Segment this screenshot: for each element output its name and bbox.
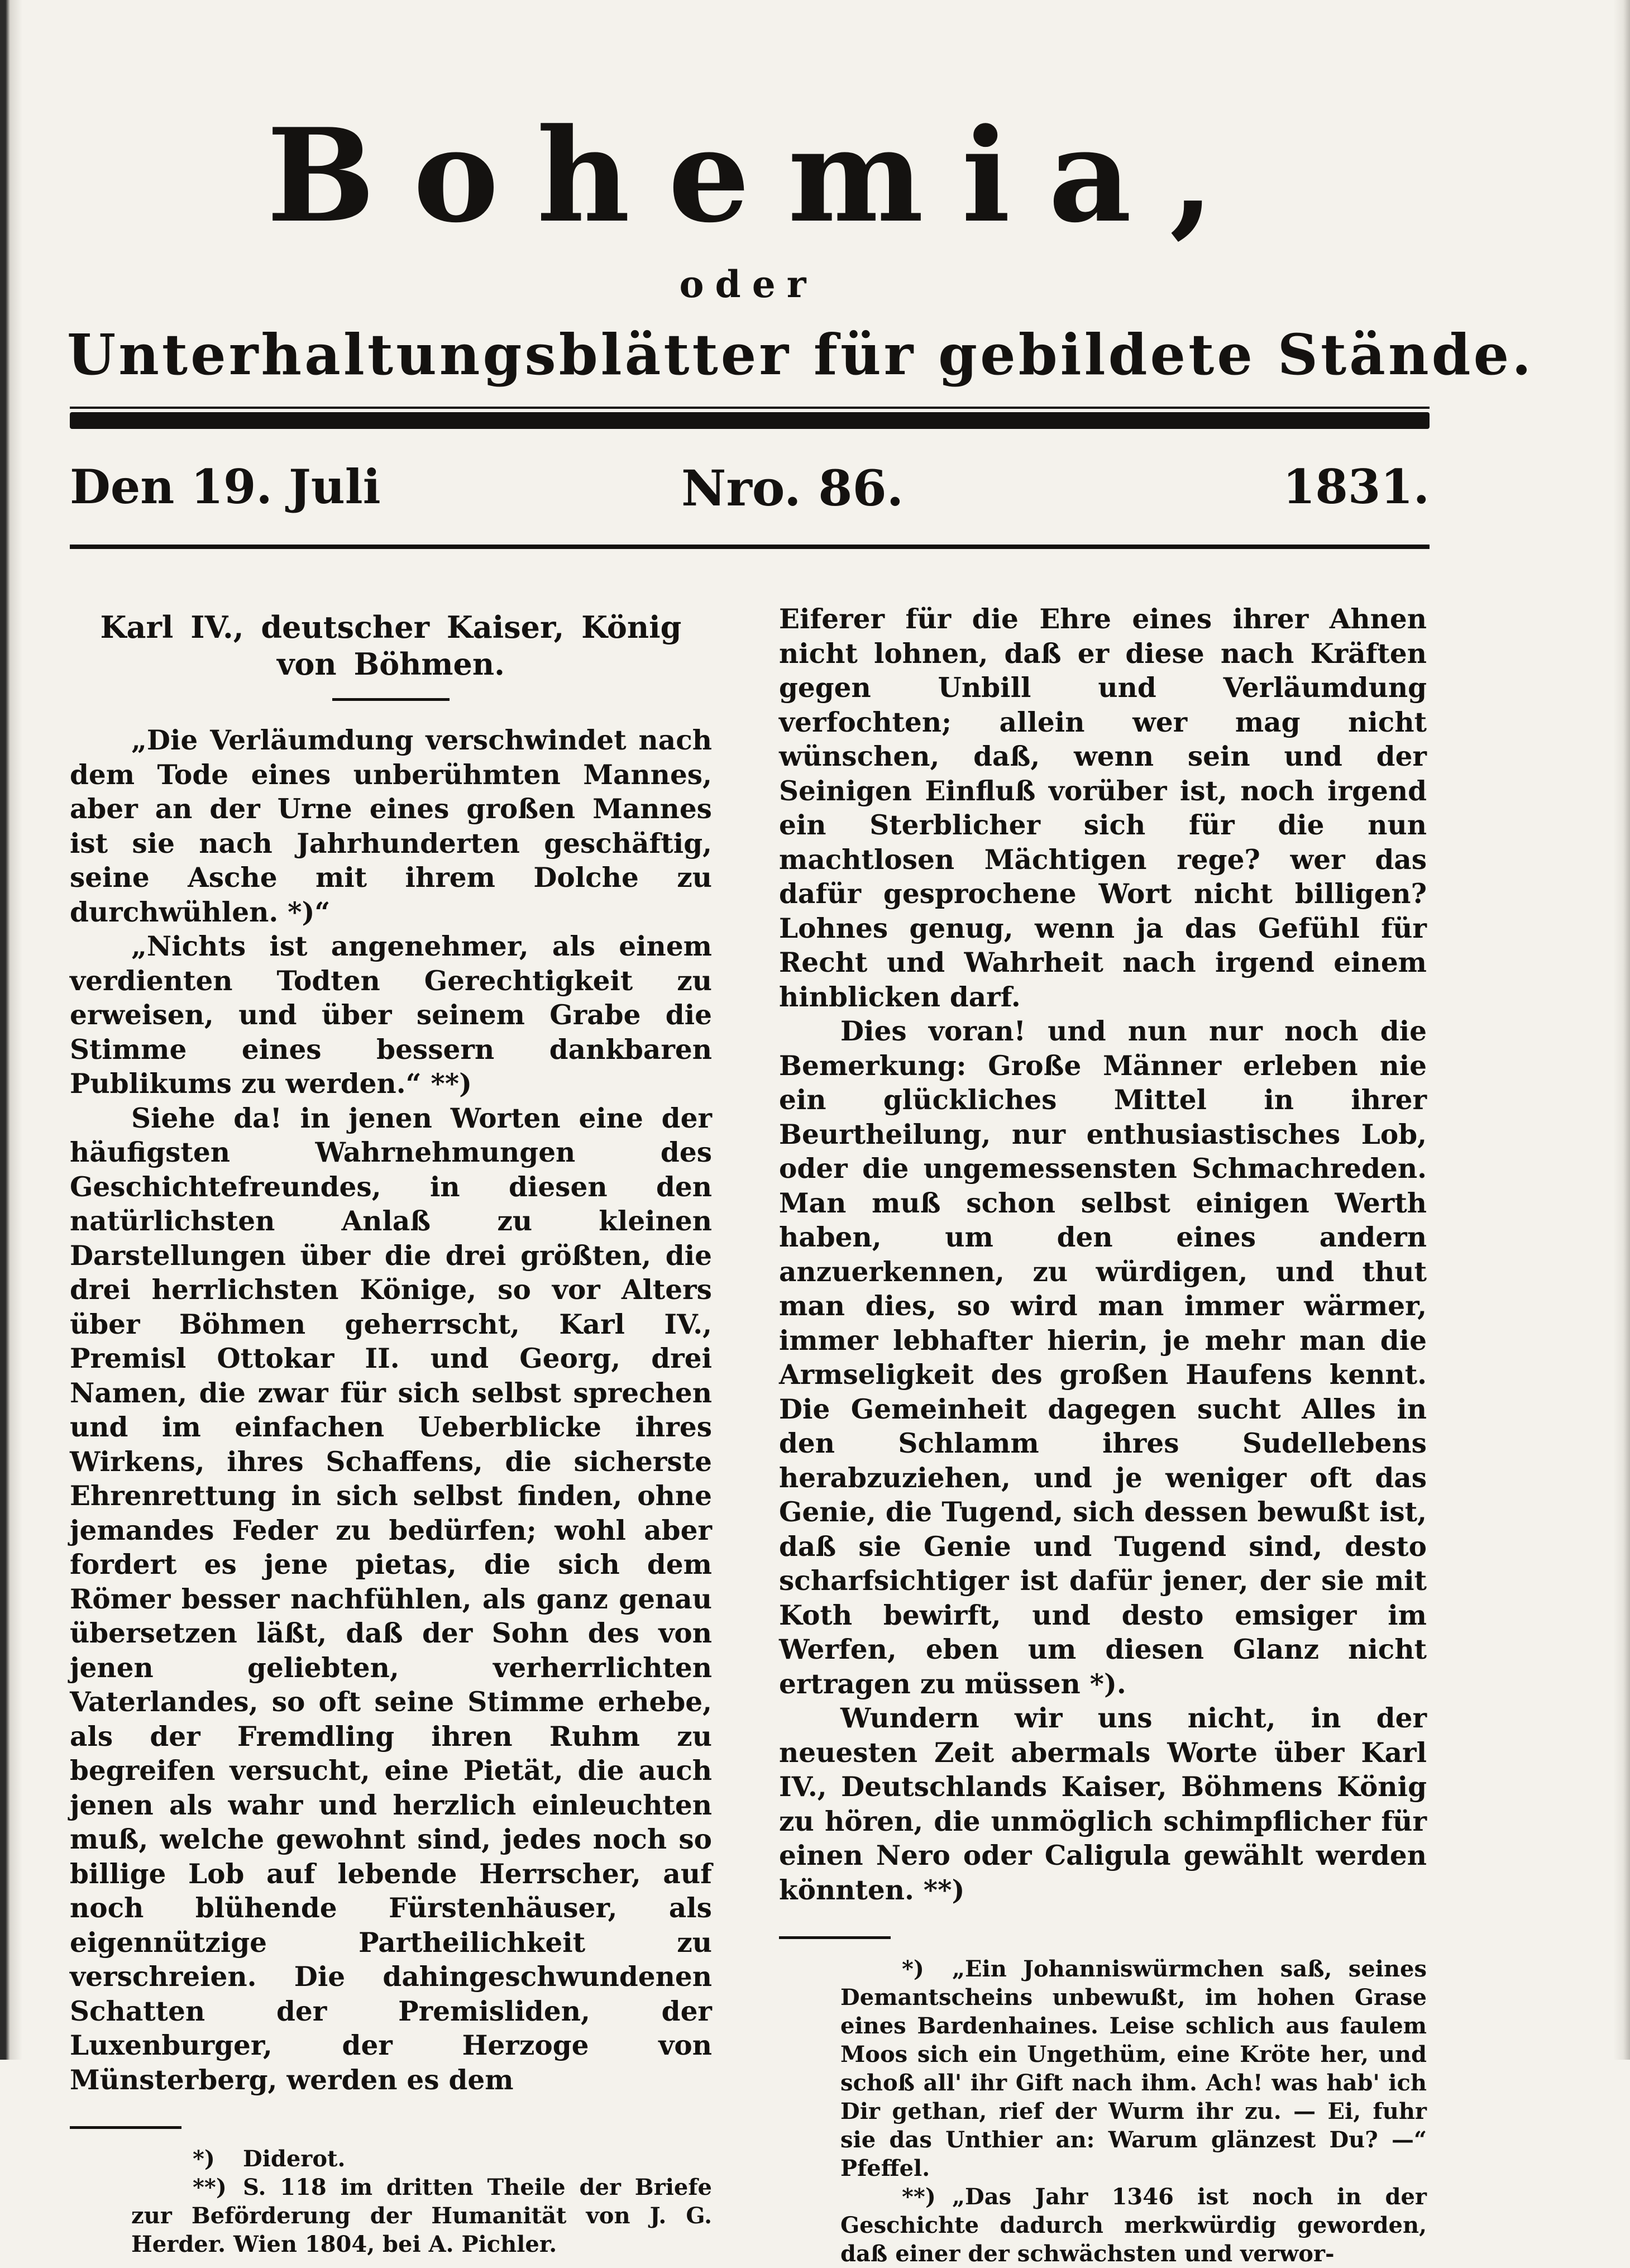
- footnote: [70, 2145, 712, 2173]
- paragraph: „Nichts ist angenehmer, als einem verdienten Todten Gerechtigkeit zu erweisen, und über seinem Grabe die Stimme eines bessern dankbaren Publikums zu werden.“ **): [70, 930, 712, 1100]
- footnote: [779, 1955, 1427, 2183]
- left-column: [70, 609, 712, 2259]
- footnote: [70, 2173, 712, 2259]
- footnote-mark: *): [193, 2146, 215, 2172]
- footnote-mark: *): [902, 1956, 924, 1982]
- dateline: [70, 459, 1430, 526]
- paragraph: Dies voran! und nun nur noch die Bemerkung: Große Männer erleben nie ein glückliches Mittel in ihrer Beurtheilung, nur enthusiastisches Lob, oder die ungemessensten Schmachreden. Man muß schon selbst einigen Werth haben, um den eines andern anzuerkennen, zu würdigen, und thut man dies, so wird man immer wärmer, immer lebhafter hierin, je mehr man die Armseligkeit des großen Haufens kennt. Die Gemeinheit dagegen sucht Alles in den Schlamm ihres Sudellebens herabzuziehen, und je weniger oft das Genie, die Tugend, sich dessen bewußt ist, daß sie Genie und Tugend sind, desto scharfsichtiger ist dafür jener, der sie mit Koth bewirft, und desto emsiger im Werfen, eben um diesen Glanz nicht ertragen zu müssen *).: [779, 1015, 1427, 1700]
- paragraph: „Die Verläumdung verschwindet nach dem Tode eines unberühmten Mannes, aber an der Urne eines großen Mannes ist sie nach Jahrhunderten geschäftig, seine Asche mit ihrem Dolche zu durchwühlen. *)“: [70, 724, 712, 928]
- right-column: [779, 602, 1427, 2268]
- page-edge-right: [1613, 0, 1630, 2060]
- masthead-rule: [70, 412, 1430, 429]
- newspaper-subtitle: Unterhaltungsblätter für gebildete Stände.: [67, 322, 1535, 388]
- footnote-mark: **): [902, 2184, 936, 2210]
- page-edge-left: [0, 0, 22, 2060]
- footnote-rule: [70, 2126, 181, 2129]
- article-title: Karl IV., deutscher Kaiser, König von Böhmen.: [100, 609, 682, 682]
- masthead: [67, 101, 1535, 388]
- footnote-text: „Das Jahr 1346 ist noch in der Geschichte dadurch merkwürdig geworden, daß einer der schwächsten und verwor-: [840, 2184, 1427, 2267]
- paragraph: Wundern wir uns nicht, in der neuesten Zeit abermals Worte über Karl IV., Deutschlands Kaiser, Böhmens König zu hören, die unmöglich schimpflicher für einen Nero oder Caligula gewählt werden könnten. **): [779, 1702, 1427, 1906]
- footnote-text: S. 118 im dritten Theile der Briefe zur Beförderung der Humanität von J. G. Herder. Wien 1804, bei A. Pichler.: [131, 2174, 712, 2257]
- issue-number: Nro. 86.: [681, 459, 904, 517]
- footnote-text: „Ein Johanniswürmchen saß, seines Demantscheins unbewußt, im hohen Grase eines Bardenhaines. Leise schlich aus faulem Moos sich ein Ungethüm, eine Kröte her, und schoß all' ihr Gift nach ihm. Ach! was hab' ich Dir gethan, rief der Wurm ihr zu. — Ei, fuhr sie das Unthier an: Warum glänzest Du? —“ Pfeffel.: [840, 1956, 1427, 2181]
- footnote: [779, 2183, 1427, 2268]
- dateline-rule: [70, 545, 1430, 549]
- footnote-mark: **): [193, 2174, 227, 2200]
- issue-year: 1831.: [1282, 459, 1430, 514]
- footnote-text: Diderot.: [243, 2146, 346, 2172]
- issue-date: Den 19. Juli: [70, 459, 381, 514]
- newspaper-title: Bohemia,: [266, 101, 1253, 251]
- paragraph: Siehe da! in jenen Worten eine der häufigsten Wahrnehmungen des Geschichtefreundes, in diesen den natürlichsten Anlaß zu kleinen Darstellungen über die drei größten, die drei herrlichsten Könige, so vor Alters über Böhmen geherrscht, Karl IV., Premisl Ottokar II. und Georg, drei Namen, die zwar für sich selbst sprechen und im einfachen Ueberblicke ihres Wirkens, ihres Schaffens, die sicherste Ehrenrettung in sich selbst finden, ohne jemandes Feder zu bedürfen; wohl aber fordert es jene pietas, die sich dem Römer besser nachfühlen, als ganz genau übersetzen läßt, daß der Sohn des von jenen geliebten, verherrlichten Vaterlandes, so oft seine Stimme erhebe, als der Fremdling ihren Ruhm zu begreifen versucht, eine Pietät, die auch jenen als wahr und herzlich einleuchten muß, welche gewohnt sind, jedes noch so billige Lob auf lebende Herrscher, auf noch blühende Fürstenhäuser, als eigennützige Partheilichkeit zu verschreien. Die dahingeschwundenen Schatten der Premisliden, der Luxenburger, der Herzoge von Münsterberg, werden es dem: [70, 1102, 712, 2096]
- footnote-rule: [779, 1936, 891, 1939]
- paragraph: Eiferer für die Ehre eines ihrer Ahnen nicht lohnen, daß er diese nach Kräften gegen Unbill und Verläumdung verfochten; allein wer mag nicht wünschen, daß, wenn sein und der Seinigen Einfluß vorüber ist, noch irgend ein Sterblicher sich für die nun machtlosen Mächtigen rege? wer das dafür gesprochene Wort nicht billigen? Lohnes genug, wenn ja das Gefühl für Recht und Wahrheit nach irgend einem hinblicken darf.: [779, 603, 1427, 1013]
- title-rule: [332, 698, 450, 701]
- title-connector: oder: [679, 262, 818, 306]
